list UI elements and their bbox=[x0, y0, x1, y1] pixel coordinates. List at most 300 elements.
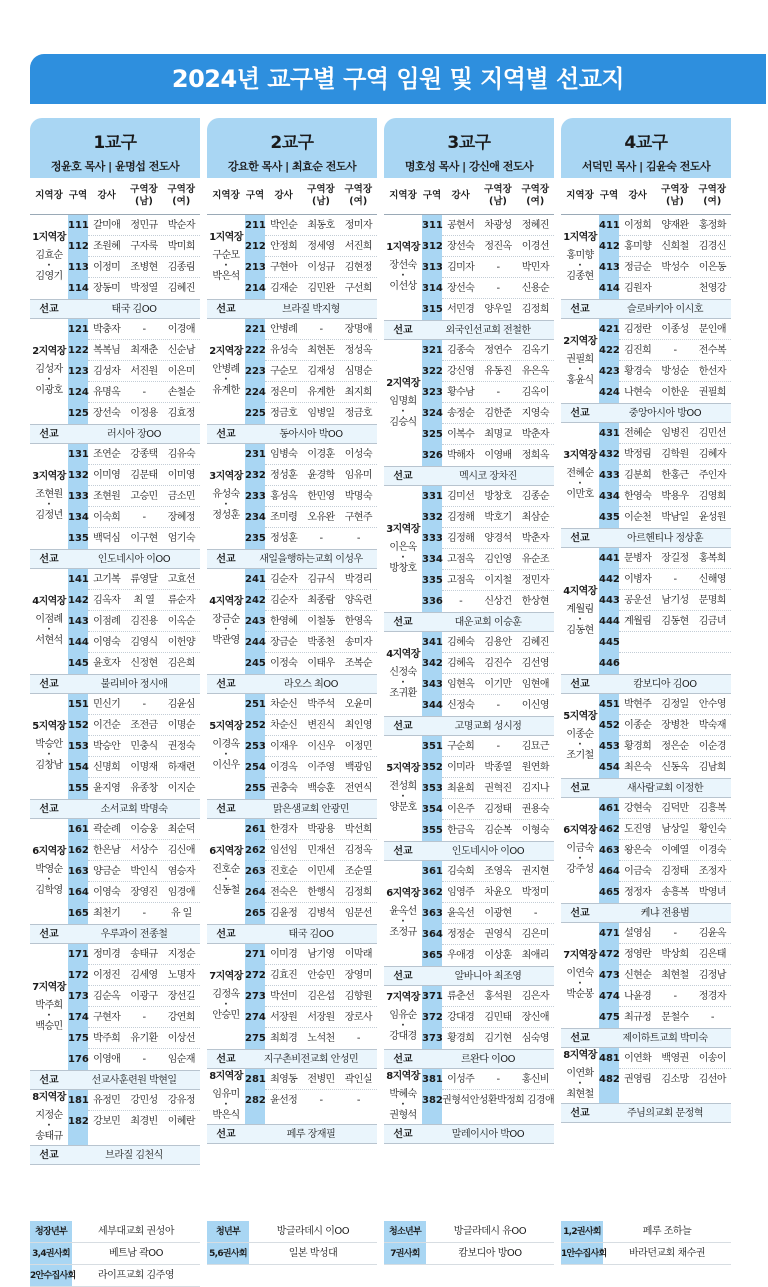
table-row bbox=[265, 903, 377, 924]
table-cell: 장선길 bbox=[167, 991, 195, 1002]
district-leaders bbox=[30, 1090, 68, 1145]
district-block bbox=[207, 944, 377, 1050]
table-cell: 김선영 bbox=[521, 658, 549, 669]
table-cell: 임병진 bbox=[661, 428, 689, 439]
table-cell: 이기만 bbox=[484, 679, 512, 690]
table-cell: 곽순례 bbox=[93, 824, 121, 835]
table-cell: 심숙영 bbox=[521, 1033, 549, 1044]
district-block bbox=[561, 694, 731, 779]
table-cell: 김은태 bbox=[698, 949, 726, 960]
district-leaders bbox=[30, 694, 68, 799]
table-cell: 김재순 bbox=[270, 283, 298, 294]
table-row bbox=[88, 861, 200, 882]
district-block bbox=[207, 319, 377, 425]
table-cell: 권필희 bbox=[698, 387, 726, 398]
table-cell: 조전금 bbox=[130, 720, 158, 731]
district-label: 7지역장 bbox=[563, 950, 597, 961]
table-cell: 박광용 bbox=[307, 824, 335, 835]
table-cell: 임현옥 bbox=[447, 679, 475, 690]
district-label: 2지역장 bbox=[386, 377, 420, 389]
table-cell: 김정남 bbox=[698, 970, 726, 981]
leader-name: 홍미향 bbox=[566, 249, 594, 261]
district-leaders bbox=[561, 694, 599, 778]
zone-rows bbox=[88, 215, 200, 299]
table-row bbox=[442, 570, 554, 591]
zone-rows bbox=[265, 694, 377, 799]
zone-number: 471 bbox=[599, 928, 620, 939]
parish-column bbox=[561, 118, 731, 1220]
leader-name: 권필희 bbox=[566, 353, 594, 365]
table-cell: 김정해 bbox=[447, 512, 475, 523]
zone-number: 274 bbox=[245, 1012, 266, 1023]
zone-numbers bbox=[245, 944, 265, 1049]
table-cell: 정희옥 bbox=[521, 450, 549, 461]
table-row bbox=[88, 736, 200, 757]
column-header: 구역장 (여) bbox=[521, 184, 549, 207]
table-cell: 오윤미 bbox=[344, 699, 372, 710]
column-header: 구역장 (남) bbox=[130, 184, 158, 207]
mission-row bbox=[30, 425, 200, 444]
parish-header bbox=[384, 118, 554, 178]
table-cell: 박종열 bbox=[484, 762, 512, 773]
table-cell bbox=[619, 653, 656, 674]
table-row bbox=[265, 361, 377, 382]
mission-label: 선교 bbox=[39, 804, 59, 815]
zone-rows bbox=[442, 632, 554, 716]
mission-row bbox=[384, 717, 554, 736]
table-cell: 박용우 bbox=[661, 491, 689, 502]
table-cell: 김분희 bbox=[624, 470, 652, 481]
table-cell: 이정미 bbox=[93, 262, 121, 273]
table-cell: 이미영 bbox=[167, 470, 195, 481]
zone-numbers bbox=[68, 944, 88, 1070]
table-row bbox=[619, 840, 731, 861]
table-cell: 송미자 bbox=[344, 637, 372, 648]
zone-numbers bbox=[245, 569, 265, 674]
table-row bbox=[442, 1028, 554, 1049]
table-cell: 홍미향 bbox=[624, 241, 652, 252]
table-cell: 민신기 bbox=[93, 699, 121, 710]
leader-name: 김정년 bbox=[35, 510, 63, 521]
district-label: 8지역장 bbox=[563, 1050, 597, 1061]
table-cell: 황경숙 bbox=[624, 366, 652, 377]
table-cell: 이영애 bbox=[93, 1054, 121, 1065]
parish-pastors: 명호성 목사 | 강신애 전도사 bbox=[404, 160, 534, 173]
table-cell: 임경애 bbox=[167, 887, 195, 898]
zone-number: 112 bbox=[68, 241, 89, 252]
table-row bbox=[265, 590, 377, 611]
mission-value: 알바니아 최조영 bbox=[454, 971, 522, 982]
table-cell: 박선미 bbox=[270, 991, 298, 1002]
district-block bbox=[561, 423, 731, 529]
table-cell: 김인영 bbox=[484, 554, 512, 565]
zone-number: 441 bbox=[599, 553, 620, 564]
table-cell: 윤옥선 bbox=[447, 908, 475, 919]
mission-row bbox=[561, 779, 731, 798]
table-row bbox=[265, 215, 377, 236]
zone-numbers bbox=[599, 423, 619, 528]
table-cell: 신순남 bbox=[167, 345, 195, 356]
table-cell: 이순경 bbox=[698, 741, 726, 752]
table-cell: 박미희 bbox=[167, 241, 195, 252]
table-cell: - bbox=[142, 699, 146, 710]
table-row bbox=[265, 528, 377, 549]
district-leaders bbox=[207, 819, 245, 924]
table-row bbox=[265, 840, 377, 861]
separator-dot: · bbox=[47, 375, 51, 385]
table-row bbox=[619, 257, 731, 278]
column-header: 지역장 bbox=[35, 190, 63, 201]
table-cell: 이민세 bbox=[307, 866, 335, 877]
zone-number: 225 bbox=[245, 408, 266, 419]
mission-row bbox=[561, 529, 731, 548]
table-row bbox=[619, 569, 731, 590]
table-cell: 유동진 bbox=[484, 366, 512, 377]
table-cell: 김세영 bbox=[130, 970, 158, 981]
zone-number: 264 bbox=[245, 887, 266, 898]
table-cell: 정금호 bbox=[344, 408, 372, 419]
table-row bbox=[265, 715, 377, 736]
table-cell: 금소민 bbox=[167, 491, 195, 502]
zone-number: 153 bbox=[68, 741, 89, 752]
zone-number: 414 bbox=[599, 283, 620, 294]
table-row bbox=[265, 944, 377, 965]
table-cell: 장길정 bbox=[661, 553, 689, 564]
table-cell: 염승자 bbox=[167, 866, 195, 877]
district-label: 1지역장 bbox=[563, 231, 597, 243]
district-block bbox=[384, 986, 554, 1050]
zone-rows bbox=[88, 819, 200, 924]
table-cell: 박정림 bbox=[624, 449, 652, 460]
table-cell: 한상현 bbox=[521, 596, 549, 607]
mission-value: 불리비아 정시애 bbox=[100, 679, 168, 690]
table-cell: 강현숙 bbox=[624, 803, 652, 814]
zone-number: 272 bbox=[245, 970, 266, 981]
table-cell: 김문태 bbox=[130, 470, 158, 481]
zone-number: 335 bbox=[422, 575, 443, 586]
zone-number: 281 bbox=[245, 1074, 266, 1085]
table-cell: 서상수 bbox=[130, 845, 158, 856]
table-cell: 김유숙 bbox=[167, 449, 195, 460]
district-leaders bbox=[30, 569, 68, 674]
mission-label: 선교 bbox=[216, 929, 236, 940]
table-cell: 신현순 bbox=[624, 970, 652, 981]
extra-value: 방글라데시 이OO bbox=[276, 1226, 350, 1237]
zone-numbers bbox=[599, 798, 619, 903]
separator-dot: · bbox=[401, 1021, 405, 1031]
table-cell: 최애리 bbox=[521, 950, 549, 961]
district-block bbox=[561, 215, 731, 300]
mission-row bbox=[384, 321, 554, 340]
table-cell: 이은동 bbox=[698, 262, 726, 273]
extra-mission-row bbox=[207, 1221, 377, 1243]
zone-number: 372 bbox=[422, 1012, 443, 1023]
table-cell: 이영배 bbox=[484, 450, 512, 461]
zone-number: 325 bbox=[422, 429, 443, 440]
table-cell: 박주희 bbox=[93, 1033, 121, 1044]
table-cell: 임병숙 bbox=[270, 449, 298, 460]
table-row bbox=[442, 1007, 554, 1028]
leader-name: 조귀환 bbox=[389, 687, 417, 699]
mission-label: 선교 bbox=[393, 1129, 413, 1140]
table-cell: 김향원 bbox=[344, 991, 372, 1002]
table-cell: 김민완 bbox=[307, 283, 335, 294]
table-cell: 엄기숙 bbox=[167, 533, 195, 544]
table-cell: 조복순 bbox=[344, 658, 372, 669]
district-block bbox=[384, 486, 554, 613]
district-block bbox=[30, 444, 200, 550]
parish-column bbox=[207, 118, 377, 1220]
table-cell: 김정해 bbox=[447, 533, 475, 544]
table-cell: 남상일 bbox=[661, 824, 689, 835]
table-cell: 이경애 bbox=[167, 324, 195, 335]
column-header: 구역장 (여) bbox=[167, 184, 195, 207]
district-label: 7지역장 bbox=[32, 981, 66, 993]
table-row bbox=[442, 632, 554, 653]
table-header bbox=[30, 178, 200, 215]
table-row bbox=[619, 653, 731, 674]
mission-row bbox=[207, 925, 377, 944]
separator-dot: · bbox=[47, 750, 51, 760]
leader-name: 김동현 bbox=[566, 624, 594, 636]
district-leaders bbox=[207, 569, 245, 674]
extra-value: 세부대교회 권성아 bbox=[98, 1226, 174, 1237]
table-cell: 고승민 bbox=[130, 491, 158, 502]
leader-name: 박은석 bbox=[212, 270, 240, 282]
table-cell: 박남일 bbox=[661, 512, 689, 523]
table-row bbox=[88, 1111, 200, 1132]
mission-value: 브라질 김천식 bbox=[105, 1150, 163, 1161]
table-cell: 유명옥 bbox=[93, 387, 121, 398]
table-cell: - bbox=[533, 908, 537, 919]
table-cell: 김선아 bbox=[698, 1074, 726, 1085]
leader-name: 박관영 bbox=[212, 635, 240, 646]
table-cell: 신명희 bbox=[93, 762, 121, 773]
parish-name: 2교구 bbox=[270, 133, 314, 153]
table-cell: 강신영 bbox=[447, 366, 475, 377]
table-cell: 천영강 bbox=[698, 283, 726, 294]
table-cell: 이영숙 bbox=[93, 637, 121, 648]
mission-row bbox=[561, 904, 731, 923]
table-row bbox=[619, 694, 731, 715]
extra-value: 캄보디아 방OO bbox=[458, 1248, 522, 1259]
mission-row bbox=[30, 800, 200, 819]
separator-dot: · bbox=[47, 500, 51, 510]
table-cell: 원연화 bbox=[521, 762, 549, 773]
table-cell: 구선희 bbox=[344, 283, 372, 294]
district-leaders bbox=[384, 215, 422, 320]
table-cell: 손철순 bbox=[167, 387, 195, 398]
table-cell: 강종택 bbox=[130, 449, 158, 460]
leader-name: 박승안 bbox=[35, 739, 63, 750]
table-cell: 권영림 bbox=[624, 1074, 652, 1085]
zone-numbers bbox=[422, 215, 442, 320]
district-leaders bbox=[207, 319, 245, 424]
table-row bbox=[88, 944, 200, 965]
mission-value: 지구촌비전교회 안성민 bbox=[263, 1054, 359, 1065]
table-cell: 최재춘 bbox=[130, 345, 158, 356]
table-cell: 조현원 bbox=[93, 491, 121, 502]
table-cell: 장선숙 bbox=[447, 241, 475, 252]
table-cell: 최명교 bbox=[484, 429, 512, 440]
column-header: 구역장 (여) bbox=[698, 184, 726, 207]
table-row bbox=[619, 215, 731, 236]
district-label: 1지역장 bbox=[32, 231, 66, 243]
table-cell: 백덕심 bbox=[93, 533, 121, 544]
table-cell: 이상훈 bbox=[484, 950, 512, 961]
district-label: 2지역장 bbox=[563, 335, 597, 347]
leader-name: 장금순 bbox=[212, 614, 240, 625]
extra-mission-row bbox=[207, 1243, 377, 1265]
table-cell: 최천기 bbox=[93, 908, 121, 919]
table-cell: 안성환 bbox=[469, 1095, 497, 1106]
zone-number: 213 bbox=[245, 262, 266, 273]
table-row bbox=[88, 361, 200, 382]
leader-name: 신정숙 bbox=[389, 666, 417, 678]
zone-numbers bbox=[599, 1048, 619, 1103]
table-cell: 이미경 bbox=[270, 949, 298, 960]
table-cell: 유순조 bbox=[521, 554, 549, 565]
leader-name: 김학영 bbox=[35, 885, 63, 896]
table-row bbox=[265, 882, 377, 903]
table-cell: - bbox=[496, 262, 500, 273]
table-cell: 박순자 bbox=[167, 220, 195, 231]
table-row bbox=[442, 778, 554, 799]
zone-numbers bbox=[599, 548, 619, 674]
leader-name: 김종현 bbox=[566, 270, 594, 282]
zone-number: 125 bbox=[68, 408, 89, 419]
column-header: 구역 bbox=[245, 190, 265, 201]
table-row bbox=[442, 549, 554, 570]
table-cell: 임문선 bbox=[344, 908, 372, 919]
parish-column bbox=[30, 118, 200, 1220]
extra-label: 7권사회 bbox=[384, 1243, 426, 1264]
mission-row bbox=[30, 925, 200, 944]
mission-row bbox=[207, 800, 377, 819]
column-header: 구역장 (남) bbox=[307, 184, 335, 207]
zone-number: 411 bbox=[599, 220, 620, 231]
table-cell: 이주영 bbox=[307, 762, 335, 773]
table-row bbox=[442, 861, 554, 882]
zone-number: 152 bbox=[68, 720, 89, 731]
mission-label: 선교 bbox=[39, 429, 59, 440]
table-cell: 최영동 bbox=[270, 1074, 298, 1085]
table-row bbox=[619, 965, 731, 986]
extra-mission-row bbox=[30, 1221, 200, 1243]
table-cell: 신동옥 bbox=[661, 762, 689, 773]
mission-row bbox=[384, 613, 554, 632]
table-row bbox=[619, 507, 731, 528]
table-cell: 류순자 bbox=[167, 595, 195, 606]
zone-number: 432 bbox=[599, 449, 620, 460]
table-cell: 김규식 bbox=[307, 574, 335, 585]
zone-number: 263 bbox=[245, 866, 266, 877]
table-cell: 황경희 bbox=[447, 1033, 475, 1044]
district-label: 5지역장 bbox=[386, 763, 420, 774]
table-cell: - bbox=[496, 1074, 500, 1085]
table-row bbox=[619, 632, 731, 653]
table-row bbox=[265, 465, 377, 486]
table-row bbox=[442, 257, 554, 278]
zone-rows bbox=[88, 1090, 200, 1145]
leader-name: 유성숙 bbox=[212, 489, 240, 500]
mission-label: 선교 bbox=[393, 846, 413, 857]
zone-number: 262 bbox=[245, 845, 266, 856]
table-cell: 유 일 bbox=[170, 908, 192, 919]
district-block bbox=[384, 1069, 554, 1125]
mission-value: 페루 장재필 bbox=[286, 1129, 336, 1140]
table-cell: 한행식 bbox=[307, 887, 335, 898]
table-cell: 김흥복 bbox=[698, 803, 726, 814]
table-row bbox=[88, 590, 200, 611]
table-cell: 이지순 bbox=[167, 783, 195, 794]
zone-number: 261 bbox=[245, 824, 266, 835]
extra-label: 1안수집사회 bbox=[561, 1243, 603, 1264]
zone-number: 454 bbox=[599, 762, 620, 773]
mission-value: 브라질 박지형 bbox=[282, 304, 340, 315]
table-cell: 박숙재 bbox=[698, 720, 726, 731]
table-cell: 홍복희 bbox=[698, 553, 726, 564]
mission-row bbox=[561, 404, 731, 423]
table-cell: 이신영 bbox=[521, 700, 549, 711]
table-cell: 김금녀 bbox=[698, 616, 726, 627]
table-cell: 김순옥 bbox=[93, 991, 121, 1002]
table-cell: 나윤경 bbox=[624, 991, 652, 1002]
extra-label: 5,6권사회 bbox=[207, 1243, 249, 1264]
table-row bbox=[619, 340, 731, 361]
column-header: 구역 bbox=[68, 190, 88, 201]
table-cell: 김옥이 bbox=[521, 387, 549, 398]
table-row bbox=[265, 569, 377, 590]
table-row bbox=[265, 257, 377, 278]
table-cell: 신상건 bbox=[484, 596, 512, 607]
table-cell: - bbox=[496, 700, 500, 711]
zone-number: 164 bbox=[68, 887, 89, 898]
table-cell bbox=[619, 632, 656, 652]
table-cell: 윤경학 bbox=[307, 470, 335, 481]
table-row bbox=[265, 757, 377, 778]
zone-number: 114 bbox=[68, 283, 89, 294]
mission-label: 선교 bbox=[216, 1129, 236, 1140]
table-cell: 한홍근 bbox=[661, 470, 689, 481]
table-cell: 이연화 bbox=[624, 1053, 652, 1064]
zone-number: 113 bbox=[68, 262, 89, 273]
table-cell: 양경석 bbox=[484, 533, 512, 544]
table-cell: 이성숙 bbox=[344, 449, 372, 460]
table-cell: 유종창 bbox=[130, 783, 158, 794]
table-row bbox=[442, 1090, 554, 1111]
table-row bbox=[442, 215, 554, 236]
leader-name: 이은옥 bbox=[389, 541, 417, 553]
table-cell: 한은남 bbox=[93, 845, 121, 856]
zone-number: 465 bbox=[599, 887, 620, 898]
mission-value: 새사람교회 이정한 bbox=[627, 783, 703, 794]
table-cell: 강대경 bbox=[447, 1012, 475, 1023]
table-cell: 장금순 bbox=[270, 637, 298, 648]
zone-number: 473 bbox=[599, 970, 620, 981]
table-cell: 민충식 bbox=[130, 741, 158, 752]
parish-pastors: 서덕민 목사 | 김윤숙 전도사 bbox=[581, 160, 711, 173]
table-row bbox=[442, 799, 554, 820]
table-row bbox=[619, 736, 731, 757]
table-cell: - bbox=[673, 345, 677, 356]
zone-number: 243 bbox=[245, 616, 266, 627]
table-row bbox=[619, 361, 731, 382]
table-row bbox=[619, 757, 731, 778]
leader-name: 이만호 bbox=[566, 489, 594, 500]
separator-dot: · bbox=[578, 260, 582, 271]
leader-name: 권형석 bbox=[389, 1110, 417, 1121]
